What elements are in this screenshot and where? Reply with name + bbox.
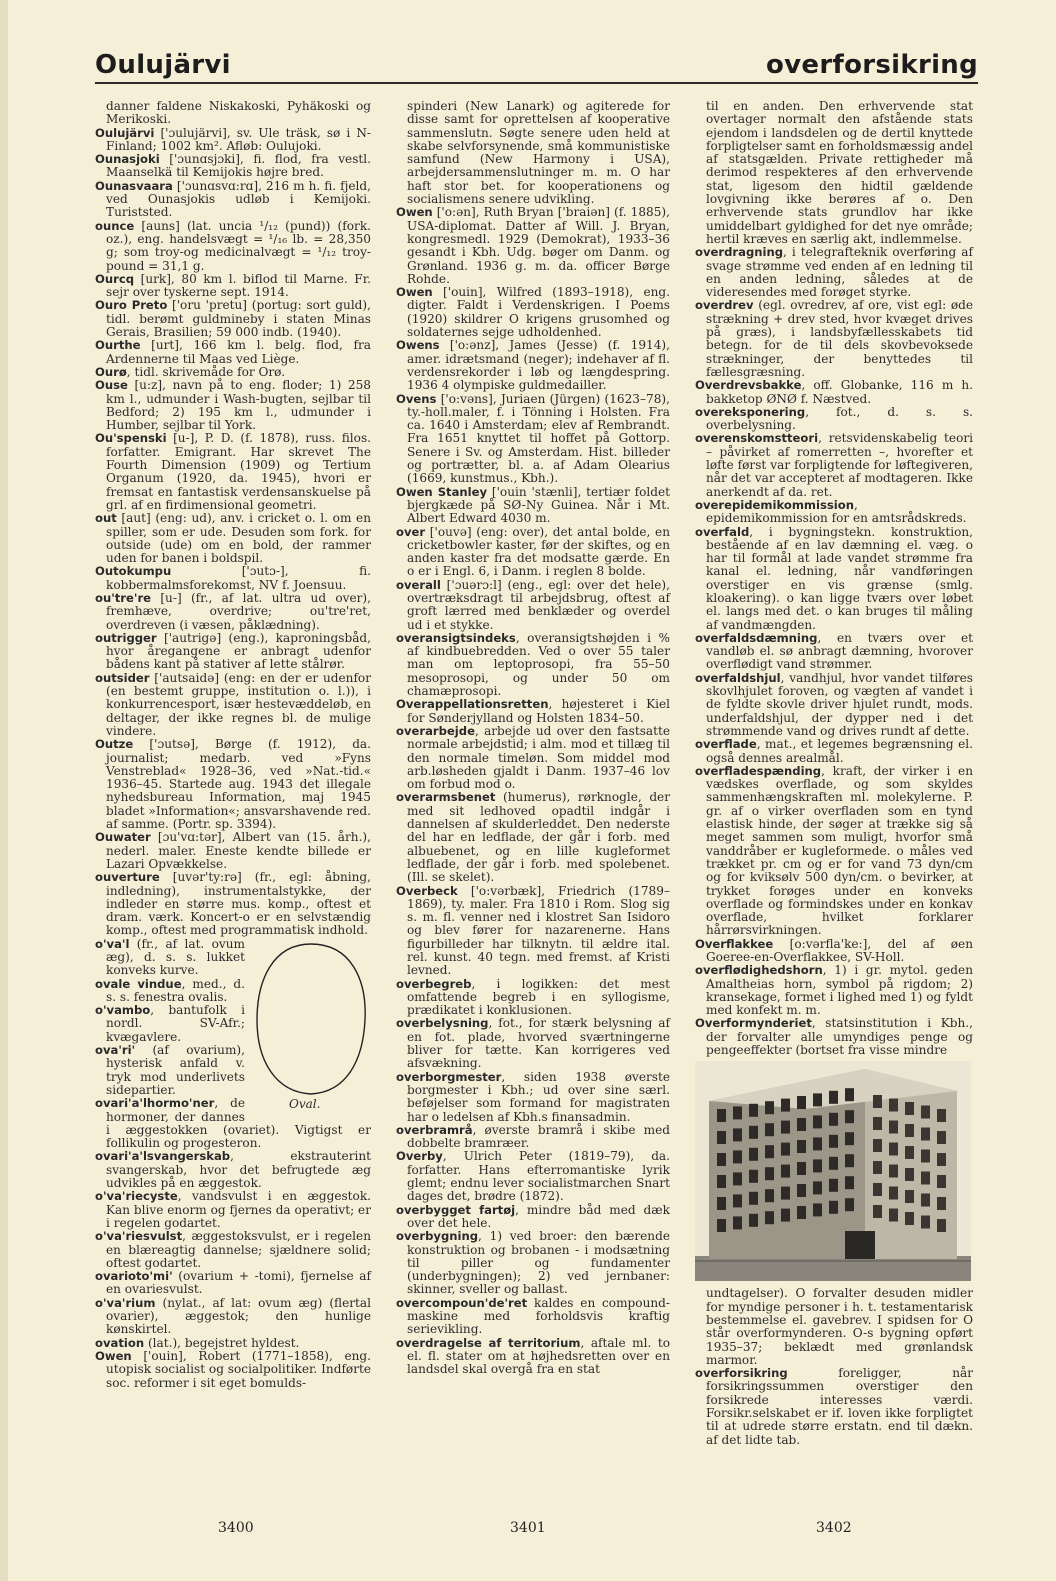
entry-headword: overdragelse af territorium — [396, 1335, 581, 1350]
entry-headword: overall — [396, 577, 441, 592]
dictionary-entry: overdragelse af territorium, aftale ml. to el. fl. stater om at højhedsretten over en landsdel skal overgå fra en stat — [396, 1335, 670, 1377]
dictionary-entry: ounce [auns] (lat. uncia ¹/₁₂ (pund)) (fork. oz.), eng. handelsvægt = ¹/₁₆ lb. = 28,350 g; som troy-og medicinalvægt = ¹/₁₂ troy-pound = 31,1 g. — [95, 218, 371, 273]
dictionary-entry: Owen ['ouin], Wilfred (1893–1918), eng. digter. Faldt i Verdenskrigen. I Poems (1920) skildrer O krigens grusomhed og soldaternes sejge udholdenhed. — [396, 285, 670, 340]
dictionary-entry: Ourcq [urk], 80 km l. biflod til Marne. Fr. sejr over tyskerne sept. 1914. — [95, 271, 371, 300]
entry-headword: ou'tre're — [95, 590, 152, 605]
dictionary-entry: Ourø, tidl. skrivemåde for Orø. — [95, 364, 286, 379]
dictionary-entry: Ouse [u:z], navn på to eng. floder; 1) 258 km l., udmunder i Wash-bugten, sejlbar til Bedford; 2) 195 km l., udmunder i Humber, sejlbar til York. — [95, 378, 371, 433]
entry-headword: Owen — [396, 205, 433, 220]
dictionary-entry: overeksponering, fot., d. s. s. overbelysning. — [695, 404, 973, 433]
entry-headword: ovari'a'lsvangerskab — [95, 1149, 231, 1164]
dictionary-entry: overansigtsindeks, overansigtshøjden i % af kindbuebredden. Ved o over 55 taler man om leptoprosopi, fra 55–50 mesoprosopi, og under 50 om chamæprosopi. — [396, 630, 670, 699]
dictionary-entry: overdragning, i telegrafteknik overføring af svage strømme ved enden af en ledning til en anden ledning, således at de videresendes med forøget styrke. — [695, 245, 973, 300]
dictionary-entry: Ouwater [ɔu'vɑ:tər], Albert van (15. årh.), nederl. maler. Eneste kendte billede er Lazari Opvækkelse. — [95, 830, 371, 871]
entry-headword: Ounasvaara — [95, 178, 173, 193]
dictionary-entry: overdrev (egl. ovredrev, af ore, vist egl: øde strækning + drev sted, hvor kvæget drives på græs), i landsbyfællesskabets tid betegn. for de til dels skovbevoksede strækninger, der benyttedes til fællesgræsning. — [695, 298, 973, 379]
entry-headword: Owens — [396, 338, 440, 353]
entry-headword: overbramrå — [396, 1122, 473, 1137]
entry-headword: o'va'rium — [95, 1295, 156, 1310]
dictionary-entry: ovation (lat.), begejstret hyldest. — [95, 1335, 300, 1350]
dictionary-entry: over ['ouvə] (eng: over), det antal bolde, en cricketbowler kaster, før der skiftes, og en anden kaster fra det modsatte gærde. En o er i Engl. 6, i Danm. i reglen 8 bolde. — [396, 524, 670, 579]
dictionary-entry: overall ['ɔuərɔ:l] (eng., egl: over det hele), overtræksdragt til arbejdsbrug, oftest af groft lærred med benklæder og overdel ud i et stykke. — [396, 577, 670, 632]
dictionary-entry: Outokumpu ['ɔutɔ-], fi. kobbermalmsforekomst, NV f. Joensuu. — [95, 564, 371, 592]
dictionary-entry: Overbeck ['o:vərbæk], Friedrich (1789–1869), ty. maler. Fra 1810 i Rom. Slog sig s. m. fl. venner ned i klostret San Isidoro og blev fører for nazarenerne. Hans figurbilleder har tilknytn. til ældre ital. rel. kunst. 40 tegn. med fremst. af Kristi levned. — [396, 883, 670, 978]
entry-headword: Ourø — [95, 364, 127, 379]
entry-continuation: spinderi (New Lanark) og agiterede for disse samt for oprettelsen af kooperative sammenslutn. Søgte senere uden held at skabe selvforsynende, små kommunistiske samfund (New Harmony i USA), arbejdersammenslutninger m. m. O har haft stor bet. for kooperationens og socialismens senere udvikling. — [407, 99, 670, 207]
entry-headword: Ovens — [396, 391, 437, 406]
dictionary-entry: outsider ['autsaidə] (eng: en der er udenfor (en bestemt gruppe, institution o. l.)), i konkurrencesport, især hestevæddeløb, en deltager, der ikke regnes bl. de mulige vindere. — [95, 670, 371, 738]
dictionary-entry: Ou'spenski [u-], P. D. (f. 1878), russ. filos. forfatter. Emigrant. Har skrevet The Fourth Dimension (1909) og Tertium Organum (1920, da. 1945), hvori er fremsat en fantastisk verdensanskuelse på grl. af en firdimensional geometri. — [95, 431, 371, 512]
entry-headword: Owen — [95, 1348, 132, 1363]
entry-continuation: til en anden. Den erhvervende stat overtager normalt den afstående stats ejendom i landsdelen og de dertil knyttede forpligtelser samt en forholdsmæssig andel af statsgælden. Private rettigheder må derimod respekteres af den erhvervende stat, ligesom den hidtil gældende lovgivning ikke berøres af o. Den erhvervende stats grundlov har ikke umiddelbart gyldighed for det nye område; hertil kræves en særlig akt, indlemmelse. — [706, 99, 973, 246]
overformynderiet-building-photo — [695, 1061, 971, 1281]
dictionary-entry: Owen ['o:ən], Ruth Bryan ['braiən] (f. 1885), USA-diplomat. Datter af Will. J. Bryan, kongresmedl. 1929 (Demokrat), 1933–36 gesandt i Kbh. Udg. bøger om Danm. og Grønland. 1936 g. m. da. officer Børge Rohde. — [396, 205, 670, 286]
entry-headword: overbygning — [396, 1229, 479, 1244]
page-number-3: 3402 — [816, 1520, 852, 1536]
entry-headword: Outze — [95, 737, 134, 752]
entry-headword: overcompoun'de'ret — [396, 1295, 528, 1310]
entry-headword: Overby — [396, 1149, 443, 1164]
dictionary-entry: Overappellationsretten, højesteret i Kiel for Sønderjylland og Holsten 1834–50. — [396, 697, 670, 725]
entry-headword: overarmsbenet — [396, 790, 496, 805]
dictionary-entry: overfladespænding, kraft, der virker i en vædskes overflade, og som skyldes sammenhængskraften ml. molekylerne. P. gr. af o virker overfladen som en tynd elastisk hinde, der søger at trække sig så meget sammen som muligt, hvorfor små vanddråber er kugleformede. o måles ved trækket pr. cm og er for vand 73 dyn/cm og for kviksølv 500 dyn/cm. o bevirker, at trykket forøges under en konveks overflade og formindskes under en konkav overflade, hvilket forklarer hårrørsvirkningen. — [695, 763, 973, 938]
dictionary-entry: overenskomstteori, retsvidenskabelig teori – påvirket af romerretten –, hvorefter et løfte først var forpligtende for løftegiveren, når det var accepteret af modtageren. Ikke anerkendt af da. ret. — [695, 431, 973, 499]
dictionary-entry: Outze ['ɔutsə], Børge (f. 1912), da. journalist; medarb. ved »Fyns Venstreblad« 1928–36, ved »Nat.-tid.« 1936–45. Startede aug. 1943 det illegale nyhedsbureau Information, maj 1945 bladet »Information«; ansvarshavende red. af samme. (Portr. sp. 3394). — [95, 737, 371, 832]
entry-headword: ovarioto'mi' — [95, 1269, 173, 1284]
entry-headword: Overflakkee — [695, 936, 774, 951]
entry-headword: ovari'a'lhormo'ner — [95, 1096, 215, 1111]
dictionary-entry: o'va'riecyste, vandsvulst i en æggestok. Kan blive enorm og fjernes da operativt; er i regelen godartet. — [95, 1189, 371, 1230]
dictionary-entry: overfaldshjul, vandhjul, hvor vandet tilføres skovlhjulet foroven, og vægten af vandet i de fyldte skovle driver hjulet rundt, mods. underfaldshjul, der dypper ned i det strømmende vand og drives rundt af dette. — [695, 670, 973, 738]
column-3 — [695, 100, 973, 1447]
dictionary-entry: Overdrevsbakke, off. Globanke, 116 m h. bakketop ØNØ f. Næstved. — [695, 378, 973, 406]
entry-headword: overfladespænding — [695, 763, 822, 778]
entry-headword: overbygget fartøj — [396, 1202, 516, 1217]
dictionary-entry: overborgmester, siden 1938 øverste borgmester i Kbh.; ud over sine særl. beføjelser som formand for magistraten har o ledelsen af Kbh.s finansadmin. — [396, 1069, 670, 1124]
entry-headword: Ouro Preto — [95, 298, 168, 313]
right-guide-word: overforsikring — [766, 50, 978, 80]
entry-headword: Owen Stanley — [396, 484, 488, 499]
dictionary-entry: out [aut] (eng: ud), anv. i cricket o. l. om en spiller, som er ude. Desuden som fork. for outside (ude) om en bold, der rammer uden for banen i boldspil. — [95, 511, 371, 566]
dictionary-entry: overepidemikommission, epidemikommission for en amtsrådskreds. — [695, 497, 967, 526]
entry-headword: Overdrevsbakke — [695, 378, 802, 393]
dictionary-entry: Ounasjoki ['ɔunɑsjɔki], fi. flod, fra vestl. Maanselkä til Kemijokis højre bred. — [95, 152, 371, 180]
dictionary-entry: overforsikring foreligger, når forsikringssummen overstiger den forsikrede interesses værdi. Forsikr.selskabet er if. loven ikke forpligtet til at udrede større erstatn. end til dækn. af det lidte tab. — [695, 1366, 973, 1447]
oval-drawing — [251, 940, 371, 1100]
entry-headword: ovale vindue — [95, 976, 182, 991]
entry-headword: o'vambo — [95, 1003, 151, 1018]
dictionary-entry: ou'tre're [u-] (fr., af lat. ultra ud over), fremhæve, overdrive; ou'tre'ret, overdreven (i væsen, påklædning). — [95, 590, 371, 632]
entry-headword: Overbeck — [396, 883, 458, 898]
dictionary-entry: Oulujärvi ['ɔulujärvi], sv. Ule träsk, sø i N-Finland; 1002 km². Afløb: Oulujoki. — [95, 125, 371, 153]
entry-headword: ovation — [95, 1335, 145, 1350]
dictionary-entry: o'va'riesvulst, æggestoksvulst, er i regelen en blæreagtig dannelse; sjældnere solid; oftest godartet. — [95, 1229, 371, 1270]
dictionary-entry: outrigger ['autrigə] (eng.), kaproningsbåd, hvor åregangene er anbragt udenfor bådens kant på stativer af lette stålrør. — [95, 630, 371, 672]
dictionary-entry: overbramrå, øverste bramrå i skibe med dobbelte bramræer. — [396, 1122, 670, 1151]
dictionary-entry: Ovens ['o:vəns], Juriaen (Jürgen) (1623–78), ty.-holl.maler, f. i Tönning i Holsten. Fra ca. 1640 i Amsterdam; elev af Rembrandt. Fra 1651 knyttet til hoffet på Gottorp. Senere i Sv. og Amsterdam. Hist. billeder og portrætter, bl. a. af Adam Olearius (1669, kunstmus., Kbh.). — [396, 391, 670, 486]
entry-headword: overflødighedshorn — [695, 963, 823, 978]
entry-headword: Ourcq — [95, 271, 134, 286]
dictionary-entry: o'vambo, bantufolk i nordl. SV-Afr.; kvægavlere. — [95, 1003, 245, 1044]
entry-headword: Ourthe — [95, 338, 141, 353]
left-guide-word: Oulujärvi — [95, 50, 231, 80]
entry-headword: Ouse — [95, 378, 128, 393]
page-header — [95, 40, 978, 80]
entry-continuation: undtagelser). O forvalter desuden midler for myndige personer i h. t. testamentarisk bestemmelse el. gavebrev. I spidsen for O står overformynderen. O-s bygning opført 1935–37; beklædt med grønlandsk marmor. — [706, 1286, 973, 1367]
header-rule — [95, 82, 978, 84]
dictionary-entry: Ourthe [urt], 166 km l. belg. flod, fra Ardennerne til Maas ved Liège. — [95, 338, 371, 366]
entry-headword: overforsikring — [695, 1366, 788, 1381]
dictionary-entry: o'va'rium (nylat., af lat: ovum æg) (flertal ovarier), æggestok; den hunlige kønskirtel. — [95, 1295, 371, 1337]
oval-shape — [257, 944, 365, 1094]
entry-headword: o'va'riesvulst — [95, 1229, 183, 1244]
dictionary-entry: Ouro Preto ['oru 'pretu] (portug: sort guld), tidl. berømt guldmineby i staten Minas Gerais, Brasilien; 59 000 indb. (1940). — [95, 298, 371, 340]
dictionary-entry: overfald, i bygningstekn. konstruktion, bestående af en lav dæmning el. væg. o har til formål at lade vandet strømme fra kanal el. ledning, når vandføringen overstiger en vis grænse (smlg. kloakering). o kan ligge tværs over løbet el. langs med det. o kan bruges til måling af vandmængden. — [695, 524, 973, 632]
column-2 — [396, 100, 670, 1377]
entry-headword: Ou'spenski — [95, 431, 167, 446]
dictionary-entry: overbygget fartøj, mindre båd med dæk over det hele. — [396, 1202, 670, 1230]
entry-headword: Ounasjoki — [95, 152, 160, 167]
dictionary-entry: o'va'l (fr., af lat. ovum æg), d. s. s. lukket konveks kurve. — [95, 936, 245, 978]
entry-headword: overarbejde — [396, 723, 475, 738]
entry-headword: outrigger — [95, 630, 157, 645]
entry-headword: Overformynderiet — [695, 1016, 812, 1031]
entry-headword: overenskomstteori — [695, 431, 819, 446]
entry-headword: overbegreb — [396, 976, 472, 991]
entry-headword: overflade — [695, 737, 757, 752]
entry-headword: overfaldshjul — [695, 670, 781, 685]
entry-headword: overfald — [695, 524, 750, 539]
entry-headword: overepidemikommission — [695, 497, 854, 512]
entry-continuation: danner faldene Niskakoski, Pyhäkoski og Merikoski. — [106, 99, 371, 127]
dictionary-entry: ova'ri' (af ovarium), hysterisk anfald v. tryk mod underlivets sidepartier. — [95, 1043, 245, 1097]
entry-headword: o'va'riecyste — [95, 1189, 178, 1204]
dictionary-entry: Owen ['ouin], Robert (1771–1858), eng. utopisk socialist og socialpolitiker. Indførte soc. reformer i sit eget bomulds- — [95, 1348, 371, 1390]
dictionary-entry: Overformynderiet, statsinstitution i Kbh., der forvalter alle umyndiges penge og pengeeffekter (bortset fra visse mindre — [695, 1016, 973, 1058]
dictionary-entry: ouverture [uvər'ty:rə] (fr., egl: åbning, indledning), instrumentalstykke, der indleder en større mus. komp., oftest et dram. værk. Koncert-o er en selvstændig komp., oftest med programmatisk indhold. — [95, 870, 371, 938]
entry-headword: overdragning — [695, 245, 784, 260]
page-number-1: 3400 — [218, 1520, 254, 1536]
entry-headword: overdrev — [695, 298, 754, 313]
entry-headword: overborgmester — [396, 1069, 502, 1084]
column-1 — [95, 100, 371, 1390]
dictionary-entry: overfaldsdæmning, en tværs over et vandløb el. sø anbragt dæmning, hvorover overflødigt vand strømmer. — [695, 630, 973, 672]
dictionary-entry: ovari'a'lhormo'ner, de hormoner, der dannes i æggestokken (ovariet). Vigtigst er follikulin og progesteron. — [95, 1096, 371, 1151]
entry-headword: ova'ri' — [95, 1043, 136, 1058]
dictionary-entry: overbygning, 1) ved broer: den bærende konstruktion og brobanen - i modsætning til piller og fundamenter (underbygningen); 2) ved jernbaner: skinner, sveller og ballast. — [396, 1229, 670, 1297]
dictionary-entry: overcompoun'de'ret kaldes en compound-maskine med forholdsvis kraftig serievikling. — [396, 1295, 670, 1337]
entry-headword: Overappellationsretten — [396, 697, 549, 712]
page-number-2: 3401 — [510, 1520, 546, 1536]
dictionary-entry: Owens ['o:ənz], James (Jesse) (f. 1914), amer. idrætsmand (neger); indehaver af fl. verdensrekorder i løb og længdespring. 1936 4 olympiske guldmedailler. — [396, 338, 670, 393]
entry-headword: ouverture — [95, 870, 160, 885]
entry-headword: Owen — [396, 285, 433, 300]
page-edge — [0, 0, 8, 1581]
dictionary-entry: ovarioto'mi' (ovarium + -tomi), fjernelse af en ovariesvulst. — [95, 1269, 371, 1297]
entry-headword: Oulujärvi — [95, 125, 155, 140]
entry-headword: overansigtsindeks — [396, 630, 516, 645]
entry-headword: ounce — [95, 218, 135, 233]
entry-headword: overbelysning — [396, 1016, 489, 1031]
entry-headword: overfaldsdæmning — [695, 630, 818, 645]
dictionary-entry: Ounasvaara ['ɔunɑsvɑ:rɑ], 216 m h. fi. fjeld, ved Ounasjokis udløb i Kemijoki. Turiststed. — [95, 178, 371, 220]
dictionary-entry: ovale vindue, med., d. s. s. fenestra ovalis. — [95, 976, 245, 1004]
dictionary-entry: overflade, mat., et legemes begrænsning el. også dennes arealmål. — [695, 737, 973, 765]
dictionary-entry: overbelysning, fot., for stærk belysning af en fot. plade, hvorved sværtningerne bliver for tætte. Kan korrigeres ved afsvækning. — [396, 1016, 670, 1071]
entry-headword: o'va'l — [95, 936, 130, 951]
entry-headword: outsider — [95, 670, 150, 685]
dictionary-entry: overarmsbenet (humerus), rørknogle, der med sit ledhoved opadtil indgår i dannelsen af skulderleddet. Den nederste del har en ledflade, der går i forb. med albuebenet, og en lille kugleformet ledflade, der går i forb. med spolebenet. (Ill. se skelet). — [396, 790, 670, 885]
entry-headword: over — [396, 524, 426, 539]
entry-headword: Outokumpu — [95, 564, 172, 579]
dictionary-entry: Overflakkee [o:vərfla'ke:], del af øen Goeree-en-Overflakkee, SV-Holl. — [695, 936, 973, 964]
dictionary-entry: Overby, Ulrich Peter (1819–79), da. forfatter. Hans efterromantiske lyrik glemt; endnu lever socialistmarchen Snart dages det, brødre (1872). — [396, 1149, 670, 1204]
dictionary-entry: overbegreb, i logikken: det mest omfattende begreb i en syllogisme, prædikatet i konklusionen. — [396, 976, 670, 1018]
dictionary-entry: overarbejde, arbejde ud over den fastsatte normale arbejdstid; i alm. mod et tillæg til den normale timeløn. Som middel mod arb.løsheden gjaldt i Danm. 1937–46 lov om forbud mod o. — [396, 723, 670, 792]
dictionary-entry: overflødighedshorn, 1) i gr. mytol. geden Amaltheias horn, symbol på rigdom; 2) kransekage, formet i lighed med 1) og fyldt med konfekt m. m. — [695, 963, 973, 1018]
entry-headword: overeksponering — [695, 404, 806, 419]
oval-caption: Oval. — [289, 1096, 321, 1111]
entry-headword: Ouwater — [95, 830, 151, 845]
dictionary-entry: Owen Stanley ['ouin 'stænli], tertiær foldet bjergkæde på SØ-Ny Guinea. Når i Mt. Albert Edward 4030 m. — [396, 484, 670, 526]
oval-figure — [251, 940, 371, 1114]
dictionary-entry: ovari'a'lsvangerskab, ekstrauterint svangerskab, hvor det befrugtede æg udvikles på en æggestok. — [95, 1149, 371, 1191]
entry-headword: out — [95, 511, 117, 526]
